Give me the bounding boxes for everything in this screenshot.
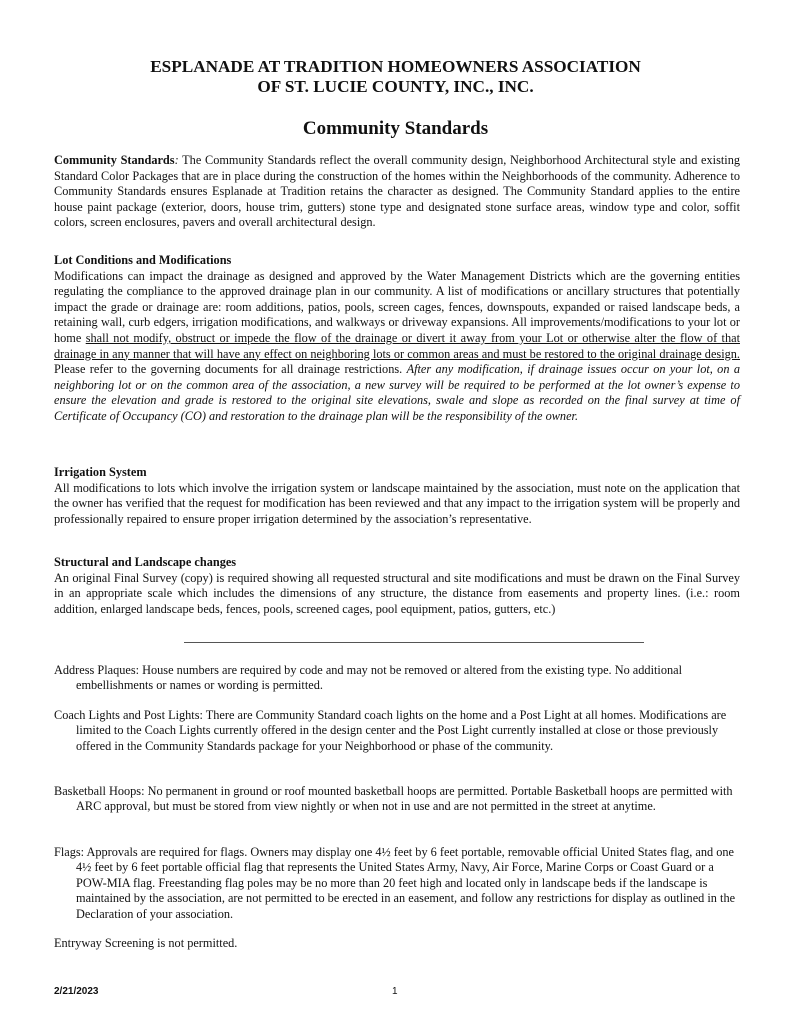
lot-text-2: Please refer to the governing documents for all drainage restrictions. [54,362,407,377]
organization-name [0,57,791,97]
lot-conditions-text [54,269,740,425]
flags-item: Flags: Approvals are required for flags. Owners may display one 4½ feet by 6 feet portable, removable official United States flag, and one 4½ feet by 6 feet portable official flag that represents the United States Army, Navy, Air Force, Marine Corps or Coast Guard or a POW-MIA flag. Freestanding flag poles may be no more than 20 feet high and located only in landscape beds if the landscape is maintained by the association, are not permitted to be erected in an easement, and follow any restrictions for display as outlined in the Declaration of your association. [54,845,736,921]
organization-name-line-2: OF ST. LUCIE COUNTY, INC., INC. [257,77,534,96]
structural-section [54,555,740,617]
irrigation-text: All modifications to lots which involve the irrigation system or landscape maintained by the association, must note on the application that the owner has verified that the request for modification has been reviewed and that any impact to the irrigation system will be properly and professionally repaired to ensure proper irrigation determined by the association’s representative. [54,480,740,526]
address-plaques-item: Address Plaques: House numbers are required by code and may not be removed or altered from the existing type. No additional embellishments or names or wording is permitted. [54,663,682,693]
organization-name-line-1: ESPLANADE AT TRADITION HOMEOWNERS ASSOCIATION [150,57,641,76]
section-divider [184,642,644,643]
footer-date: 2/21/2023 [54,986,99,997]
page-number: 1 [392,986,398,997]
structural-text: An original Final Survey (copy) is required showing all requested structural and site modifications and must be drawn on the Final Survey in an appropriate scale which includes the dimensions of any structure, the distance from easements and property lines. (i.e.: room addition, enlarged landscape beds, fences, pools, screened cages, pool equipment, patios, gutters, etc.) [54,570,740,616]
irrigation-heading: Irrigation System [54,465,147,479]
coach-lights-item: Coach Lights and Post Lights: There are Community Standard coach lights on the home and a Post Light at all homes. Modifications are limited to the Coach Lights currently offered in the design center and the Post Light currently installed at close or those previously offered in the Community Standards package for your Neighborhood or phase of the community. [54,708,727,753]
intro-lead: Community Standards [54,153,175,167]
document-title: Community Standards [302,118,489,139]
basketball-hoops-item: Basketball Hoops: No permanent in ground or roof mounted basketball hoops are permitted. Portable Basketball hoops are permitted with ARC approval, but must be stored from view nightly or when not in use and are not permitted in the street at anytime. [54,784,733,814]
intro-paragraph [54,153,740,231]
structural-heading: Structural and Landscape changes [54,555,237,569]
irrigation-section [54,465,740,527]
entryway-screening-item: Entryway Screening is not permitted. [54,936,238,950]
intro-text: The Community Standards reflect the overall community design, Neighborhood Architectural style and existing Standard Color Packages that are in place during the construction of the homes within the Neighborhoods of the community. Adherence to Community Standards ensures Esplanade at Tradition retains the character as designed. The Community Standard applies to the entire house paint package (exterior, doors, house trim, gutters) stone type and designated stone surface areas, window type and color, soffit colors, screen enclosures, pavers and overall architectural design. [54,153,740,230]
lot-conditions-heading: Lot Conditions and Modifications [54,253,232,267]
lot-text-1: Modifications can impact the drainage as designed and approved by the Water Management Districts which are the governing entities regulating the compliance to the approved drainage plan in our community. A list of modifications or ancillary structures that potentially impact the grade or drainage are: room additions, patios, pools, screen cages, fences, downspouts, expanded or raised landscape beds, a retaining wall, curb edgers, irrigation modifications, and walkways or driveway expansions. All improvements/modifications to your lot or home [54,268,740,345]
lot-conditions-section [54,253,740,425]
lot-italic-text: After any modification, if drainage issues occur on your lot, on a neighboring lot or on the common area of the association, a new survey will be required to be performed at the lot owner’s expense to ensure the elevation and grade is restored to the original site elevations, swale and slope as recorded on the final survey at time of Certificate of Occupancy (CO) and restoration to the drainage plan will be the responsibility of the owner. [54,362,740,423]
intro-colon: : [174,153,179,167]
lot-underlined-text: shall not modify, obstruct or impede the flow of the drainage or divert it away from your Lot or otherwise alter the flow of that drainage in any manner that will have any effect on neighboring lots or common areas and must be restored to the original drainage design. [54,330,740,361]
